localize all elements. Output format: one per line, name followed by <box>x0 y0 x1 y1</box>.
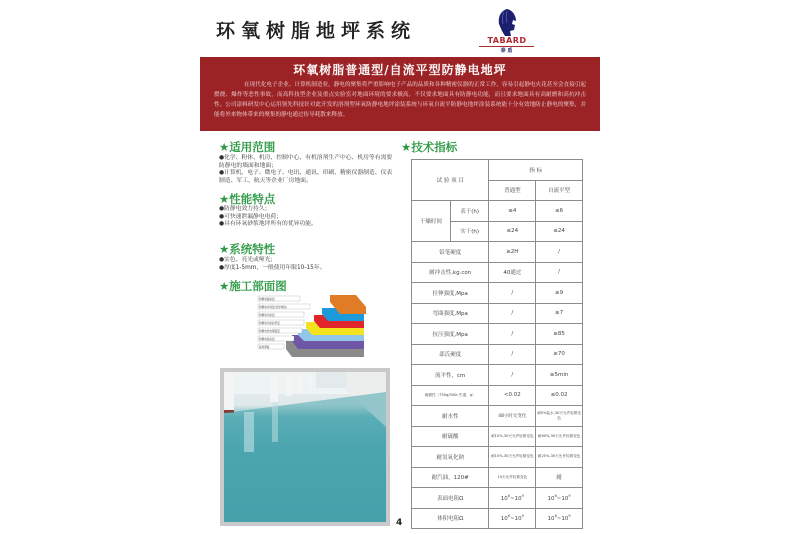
header-indicators: 指 标 <box>489 160 583 181</box>
value-exponent: 9 <box>521 514 524 519</box>
value-exponent: 6 <box>507 514 511 519</box>
table-row <box>412 385 583 406</box>
list-item: ●实色、亮光或哑光； <box>219 257 277 263</box>
layer-label: 防静电中涂砂浆层 <box>259 321 280 325</box>
table-row <box>412 488 583 509</box>
scope-heading: ★适用范围 <box>219 140 276 154</box>
cell: 耐10%,30天允许轻微变色 <box>489 447 536 468</box>
cell: ≤4 <box>489 201 536 222</box>
cell: $10^6\sim 10^9$ <box>489 508 536 529</box>
value-exponent: 9 <box>568 514 571 519</box>
list-item: ●厚度1-5mm，一般使用年限10-15年。 <box>219 264 326 271</box>
tabard-logo <box>479 9 534 55</box>
list-item: ●计算机、电子、微电子、电讯、通讯、印刷、精密仪器制造、仪表制造、军工、航天等企业厂房地面。 <box>219 170 393 184</box>
cell: 耐冲击性,kg.con <box>412 262 489 283</box>
cell: 耐 <box>536 467 583 488</box>
cell: / <box>489 283 536 304</box>
value-base: 10 <box>561 516 569 523</box>
table-row <box>412 426 583 447</box>
page-number: 4 <box>396 518 403 528</box>
layer-cross-section-diagram <box>252 291 370 361</box>
cell: $10^6\sim 10^9$ <box>536 488 583 509</box>
cell: ≤0.02 <box>536 385 583 406</box>
value-exponent: 6 <box>507 493 511 498</box>
layer-label: 防静电底涂层 <box>259 337 275 341</box>
table-row <box>412 406 583 427</box>
header-type-self-leveling: 自流平型 <box>536 180 583 201</box>
cell: ≥2H <box>489 242 536 263</box>
table-row <box>412 508 583 529</box>
table-row <box>412 344 583 365</box>
cell: 耐汽油，120# <box>412 467 489 488</box>
logo-wordmark: TABARD <box>487 36 527 45</box>
cell: ≥5min <box>536 365 583 386</box>
logo-subtitle: 泰 盾 <box>500 48 513 54</box>
spec-table <box>411 159 583 529</box>
cell: 耐水性 <box>412 406 489 427</box>
value-base: 10 <box>500 495 508 502</box>
value-base: 10 <box>500 516 508 523</box>
cell: 14天允许轻微变色 <box>489 467 536 488</box>
specs-heading: ★技术指标 <box>401 140 458 154</box>
value-base: 10 <box>547 516 555 523</box>
value-exponent: 6 <box>554 493 557 498</box>
helmet-icon <box>496 9 518 36</box>
cell: 耐25%,30天允许轻微变色 <box>536 447 583 468</box>
table-row <box>412 262 583 283</box>
value-base: 10 <box>547 495 555 502</box>
table-row <box>412 365 583 386</box>
layer-label: 防静电导电铜箔层 <box>259 329 280 333</box>
cell: 耐60%,30天允许轻微变色 <box>536 426 583 447</box>
table-row <box>412 283 583 304</box>
cell: ≥7 <box>536 303 583 324</box>
value-exponent: 9 <box>521 493 524 498</box>
cell: ≤6 <box>536 201 583 222</box>
cell: / <box>489 303 536 324</box>
layer-label: 防静电中间层(含导电粉) <box>259 305 287 309</box>
floor-photo <box>220 368 390 526</box>
features-list <box>219 206 394 229</box>
value-exponent: 9 <box>568 493 571 498</box>
cell: 耐10%,30天允许轻微变色 <box>489 426 536 447</box>
table-row <box>412 447 583 468</box>
table-row <box>412 242 583 263</box>
cell: 耐5%盐水,30天允许轻微变色 <box>536 406 583 427</box>
cell: 48小时无变化 <box>489 406 536 427</box>
cell: $10^6\sim 10^9$ <box>536 508 583 529</box>
cell: ≤24 <box>489 221 536 242</box>
cell: 弯曲强度,Mpa <box>412 303 489 324</box>
cell: 耐氢氧化钠 <box>412 447 489 468</box>
cell: 邵氏硬度 <box>412 344 489 365</box>
value-base: 10 <box>561 495 569 502</box>
cell: 耐磨性（750g/500r,失重，g） <box>412 385 489 406</box>
cell: 流平性，cm <box>412 365 489 386</box>
table-header-row <box>412 160 583 181</box>
cell: 实干(h) <box>450 221 489 242</box>
value-base: 10 <box>514 495 522 502</box>
cell: / <box>536 262 583 283</box>
features-heading: ★性能特点 <box>219 192 276 206</box>
table-row <box>412 201 583 222</box>
cell: ≤24 <box>536 221 583 242</box>
value-exponent: 6 <box>554 514 557 519</box>
list-item: ●具有环氧砂浆地坪所有的优异功能。 <box>219 221 317 227</box>
page-title: 环氧树脂地坪系统 <box>216 20 417 42</box>
properties-list <box>219 257 394 272</box>
cell: 体积电阻Ω <box>412 508 489 529</box>
header-type-standard: 普通型 <box>489 180 536 201</box>
layer-label: 防静电中涂层 <box>259 313 275 317</box>
table-row <box>412 324 583 345</box>
construction-heading: ★施工部面图 <box>219 279 287 293</box>
drying-time-label: 干燥时间 <box>412 201 451 242</box>
cell: / <box>489 344 536 365</box>
list-item: ●可快速泄漏静电电荷； <box>219 213 283 220</box>
cell: / <box>489 324 536 345</box>
cell: $10^6\sim 10^9$ <box>489 488 536 509</box>
cell: 表干(h) <box>450 201 489 222</box>
banner-description: 在现代化电子企业、计算机制造业，静电的聚集将严重影响电子产品的品质和各种精密仪器的正常工作，容易引起静电火花甚至会直接引起燃烧、爆炸等恶性事故，而高科技型企业及重点实验室对地面环境的要求极高，不仅要求地面具有防静电功能，而且要求地面具有高耐磨和高抗冲击性。公司涂料研发中心运用领先科技针对此开发的溶剂型环氧防静电地坪涂装系统与环氧自流平防静电地坪涂装系统能十分有效地防止静电的聚集，并能将外来物体带来的聚集的静电通过传导耗散来释放。 <box>214 82 586 118</box>
cell: 抗压强度,Mpa <box>412 324 489 345</box>
scope-list <box>219 155 394 185</box>
cell: / <box>489 365 536 386</box>
cell: 拉伸强度,Mpa <box>412 283 489 304</box>
list-item: ●防静电效力持久； <box>219 206 271 212</box>
layer-label: 基材界面 <box>259 345 270 349</box>
intro-banner <box>200 57 600 131</box>
cell: ≥9 <box>536 283 583 304</box>
floor-photo-image <box>224 372 386 522</box>
banner-title: 环氧树脂普通型/自流平型防静电地坪 <box>293 63 507 77</box>
cell: <0.02 <box>489 385 536 406</box>
layer-label: 防静电面涂层 <box>259 297 275 301</box>
cell: 表面电阻Ω <box>412 488 489 509</box>
table-row <box>412 303 583 324</box>
cell: / <box>536 242 583 263</box>
cell: 耐硫酸 <box>412 426 489 447</box>
properties-heading: ★系统特性 <box>219 242 276 256</box>
corridor-illustration <box>224 372 386 522</box>
header-test-item: 试 验 项 目 <box>412 160 489 201</box>
cell: ≥85 <box>536 324 583 345</box>
value-base: 10 <box>514 516 522 523</box>
cell: 铅笔硬度 <box>412 242 489 263</box>
list-item: ●化学、粉体、机房、控制中心、有机溶剂生产中心、机房等有需要防静电的墙面和地面； <box>219 155 393 169</box>
cell: 40通过 <box>489 262 536 283</box>
cell: ≥70 <box>536 344 583 365</box>
table-row <box>412 467 583 488</box>
